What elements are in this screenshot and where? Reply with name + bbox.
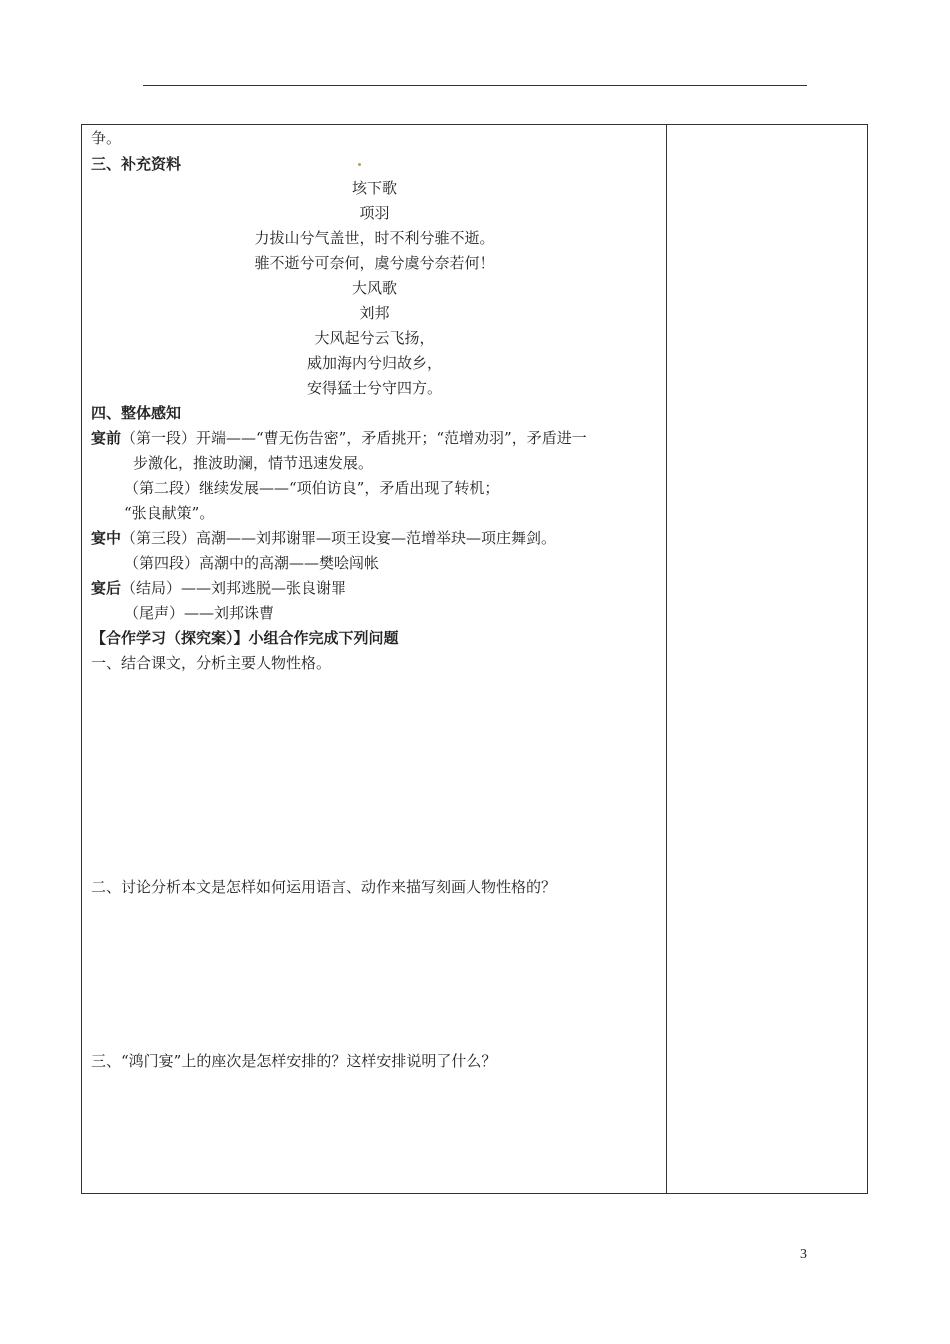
structure-label: 宴后 [91, 579, 122, 597]
structure-label: 宴中 [91, 529, 122, 547]
structure-before-p2: （第二段）继续发展——“项伯访良”，矛盾出现了转机； [124, 479, 500, 497]
poem-title: 大风歌 [351, 279, 397, 297]
question-1: 一、结合课文，分析主要人物性格。 [91, 654, 332, 672]
worksheet-table [81, 124, 868, 1194]
structure-after-p5: 宴后（结局）——刘邦逃脱—张良谢罪 [91, 579, 347, 597]
section-heading-supplement: 三、补充资料 [91, 155, 182, 173]
coop-heading: 【合作学习（探究案）】小组合作完成下列问题 [91, 629, 399, 647]
structure-during-p3: 宴中（第三段）高潮——刘邦谢罪—项王设宴—范增举玦—项庄舞剑。 [91, 529, 557, 547]
structure-during-p4: （第四段）高潮中的高潮——樊哙闯帐 [124, 554, 380, 572]
structure-before-p1-cont: 步激化，推波助澜，情节迅速发展。 [133, 454, 374, 472]
poem-line: 安得猛士兮守四方。 [306, 379, 442, 397]
question-3: 三、“鸿门宴”上的座次是怎样安排的？这样安排说明了什么？ [91, 1052, 497, 1070]
header-rule [143, 85, 807, 86]
question-2: 二、讨论分析本文是怎样如何运用语言、动作来描写刻画人物性格的？ [91, 878, 557, 896]
structure-label: 宴前 [91, 429, 122, 447]
structure-before-p1: 宴前（第一段）开端——“曹无伤告密”，矛盾挑开；“范增劝羽”，矛盾进一 [91, 429, 587, 447]
page-number: 3 [800, 1247, 807, 1262]
continued-text: 争。 [91, 129, 122, 147]
poem-author: 项羽 [359, 204, 390, 222]
main-column [82, 125, 667, 1193]
structure-before-p2-cont: “张良献策”。 [124, 504, 215, 522]
poem-author: 刘邦 [359, 304, 390, 322]
poem-line: 威加海内兮归故乡， [306, 354, 442, 372]
poem-line: 大风起兮云飞扬， [314, 329, 435, 347]
poem-title: 垓下歌 [351, 179, 397, 197]
structure-after-p6: （尾声）——刘邦诛曹 [124, 604, 275, 622]
section-heading-overview: 四、整体感知 [91, 404, 182, 422]
poem-line: 力拔山兮气盖世，时不利兮骓不逝。 [254, 229, 495, 247]
stray-dot [358, 163, 361, 166]
poem-line: 骓不逝兮可奈何，虞兮虞兮奈若何！ [254, 254, 495, 272]
